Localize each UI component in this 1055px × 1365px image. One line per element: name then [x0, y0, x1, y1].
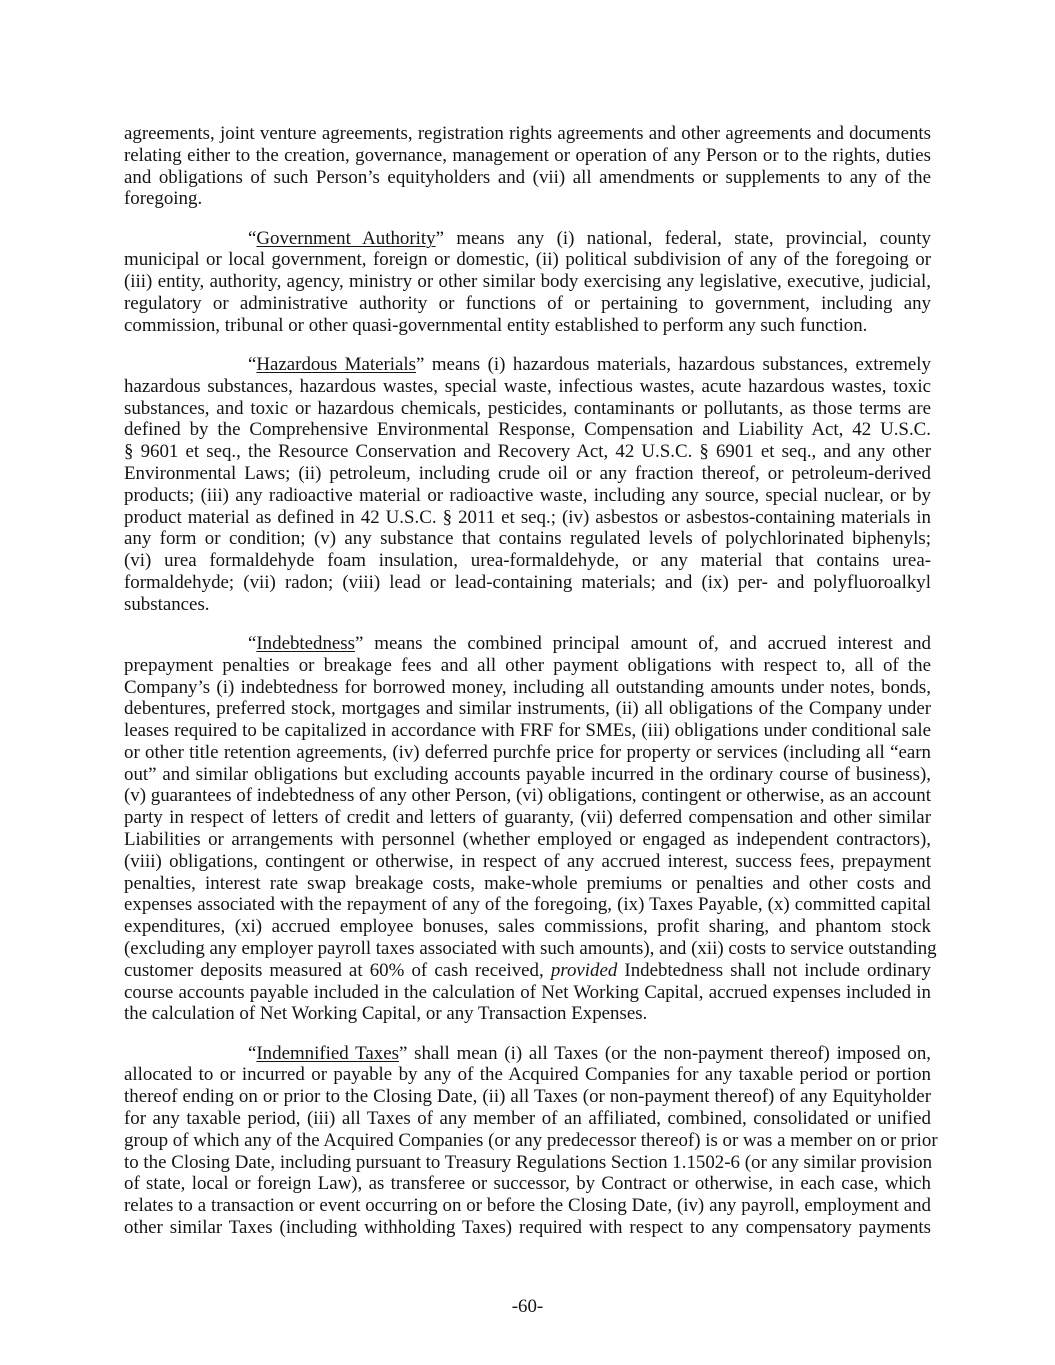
text-line: product material as defined in 42 U.S.C. § 2011 et seq.; (iv) asbestos or asbestos-containing materials in	[124, 506, 931, 528]
text-line: party in respect of letters of credit and letters of guaranty, (vii) deferred compensation and other similar	[124, 807, 931, 829]
open-quote: “	[248, 632, 257, 654]
text-line: foregoing.	[124, 188, 203, 210]
text-line: commission, tribunal or other quasi-governmental entity established to perform any such function.	[124, 314, 868, 336]
text-line: hazardous substances, hazardous wastes, special waste, infectious wastes, acute hazardous wastes, toxic	[124, 375, 931, 397]
text-line	[124, 354, 931, 376]
text-line	[124, 228, 931, 250]
text-line: leases required to be capitalized in accordance with FRF for SMEs, (iii) obligations under conditional sale	[124, 720, 931, 742]
paragraph-continued	[124, 123, 931, 210]
definition-government-authority	[124, 228, 931, 337]
text-line: (vi) urea formaldehyde foam insulation, urea-formaldehyde, or any material that contains urea-	[124, 550, 931, 572]
text-line: prepayment penalties or breakage fees and all other payment obligations with respect to, all of the	[124, 654, 931, 676]
open-quote: “	[248, 1042, 257, 1064]
page-number: -60-	[511, 1296, 544, 1317]
text-line: Company’s (i) indebtedness for borrowed money, including all outstanding amounts under notes, bonds,	[124, 676, 931, 698]
text-line: debentures, preferred stock, mortgages and similar instruments, (ii) all obligations of the Company under	[124, 698, 931, 720]
text-line: Liabilities or arrangements with personnel (whether employed or engaged as independent contractors),	[124, 829, 931, 851]
text-line: (iii) entity, authority, agency, ministry or other similar body exercising any legislative, executive, judicial,	[124, 271, 931, 293]
line-text: customer deposits measured at 60% of cash received,	[124, 959, 551, 981]
open-quote: “	[248, 353, 257, 375]
text-line: substances.	[124, 593, 210, 615]
text-line: and obligations of such Person’s equityholders and (vii) all amendments or supplements to any of the	[124, 166, 931, 188]
defined-term: Indebtedness	[256, 632, 356, 654]
text-line: § 9601 et seq., the Resource Conservation and Recovery Act, 42 U.S.C. § 6901 et seq., and any other	[124, 441, 931, 463]
text-line	[124, 960, 931, 982]
text-line: expenses associated with the repayment of any of the foregoing, (ix) Taxes Payable, (x) committed capital	[124, 894, 931, 916]
text-line: any form or condition; (v) any substance that contains regulated levels of polychlorinated biphenyls;	[124, 528, 931, 550]
text-line: municipal or local government, foreign or domestic, (ii) political subdivision of any of the foregoing or	[124, 249, 931, 271]
text-line: for any taxable period, (iii) all Taxes of any member of an affiliated, combined, consolidated or unified	[124, 1108, 931, 1130]
text-line: course accounts payable included in the calculation of Net Working Capital, accrued expenses included in	[124, 981, 931, 1003]
text-line: expenditures, (xi) accrued employee bonuses, sales commissions, profit sharing, and phantom stock	[124, 916, 931, 938]
text-line: Environmental Laws; (ii) petroleum, including crude oil or any fraction thereof, or petroleum-derived	[124, 462, 931, 484]
line-text: ” means (i) hazardous materials, hazardous substances, extremely	[416, 353, 932, 375]
text-line: (excluding any employer payroll taxes associated with such amounts), and (xii) costs to service outstanding	[124, 938, 937, 960]
text-line: of state, local or foreign Law), as transferee or successor, by Contract or otherwise, in each case, which	[124, 1173, 931, 1195]
text-line: other similar Taxes (including withholding Taxes) required with respect to any compensatory payments	[124, 1217, 931, 1239]
text-line: (viii) obligations, contingent or otherwise, in respect of any accrued interest, success fees, prepayment	[124, 850, 931, 872]
open-quote: “	[248, 227, 257, 249]
text-line: formaldehyde; (vii) radon; (viii) lead or lead-containing materials; and (ix) per- and polyfluoroalkyl	[124, 571, 931, 593]
text-line: relates to a transaction or event occurring on or before the Closing Date, (iv) any payroll, employment and	[124, 1195, 931, 1217]
definition-hazardous-materials	[124, 354, 931, 616]
text-line: thereof ending on or prior to the Closing Date, (ii) all Taxes (or non-payment thereof) of any Equityholder	[124, 1086, 931, 1108]
line-text: ” means the combined principal amount of, and accrued interest and	[355, 632, 931, 654]
text-line: or other title retention agreements, (iv) deferred purchfe price for property or services (including all “earn	[124, 741, 931, 763]
document-body	[124, 123, 938, 1256]
text-line: defined by the Comprehensive Environmental Response, Compensation and Liability Act, 42 U.S.C.	[124, 419, 931, 441]
text-line	[124, 1043, 931, 1065]
text-line: out” and similar obligations but excluding accounts payable incurred in the ordinary course of business),	[124, 763, 931, 785]
text-line: regulatory or administrative authority or functions of or pertaining to government, including any	[124, 292, 931, 314]
text-line: (v) guarantees of indebtedness of any other Person, (vi) obligations, contingent or otherwise, as an account	[124, 785, 931, 807]
defined-term: Indemnified Taxes	[256, 1042, 399, 1064]
line-text: Indebtedness shall not include ordinary	[617, 959, 931, 981]
line-text: ” means any (i) national, federal, state, provincial, county	[435, 227, 931, 249]
defined-term: Hazardous Materials	[256, 353, 416, 375]
text-line: penalties, interest rate swap breakage costs, make-whole premiums or penalties and other costs and	[124, 872, 931, 894]
text-line: relating either to the creation, governance, management or operation of any Person or to the rights, duties	[124, 144, 931, 166]
italic-term-provided: provided	[550, 959, 618, 981]
text-line: allocated to or incurred or payable by any of the Acquired Companies for any taxable period or portion	[124, 1064, 931, 1086]
text-line: to the Closing Date, including pursuant to Treasury Regulations Section 1.1502-6 (or any similar provision	[124, 1151, 933, 1173]
text-line: the calculation of Net Working Capital, or any Transaction Expenses.	[124, 1003, 648, 1025]
text-line: agreements, joint venture agreements, registration rights agreements and other agreements and documents	[124, 123, 931, 144]
text-line	[124, 633, 931, 655]
text-line: group of which any of the Acquired Companies (or any predecessor thereof) is or was a member on or prior	[124, 1129, 938, 1151]
text-line: substances, and toxic or hazardous chemicals, pesticides, contaminants or pollutants, as those terms are	[124, 397, 931, 419]
text-line: products; (iii) any radioactive material or radioactive waste, including any source, special nuclear, or by	[124, 484, 931, 506]
defined-term: Government Authority	[256, 227, 436, 249]
definition-indemnified-taxes	[124, 1042, 938, 1239]
definition-indebtedness	[124, 632, 937, 1025]
line-text: ” shall mean (i) all Taxes (or the non-payment thereof) imposed on,	[398, 1042, 931, 1064]
